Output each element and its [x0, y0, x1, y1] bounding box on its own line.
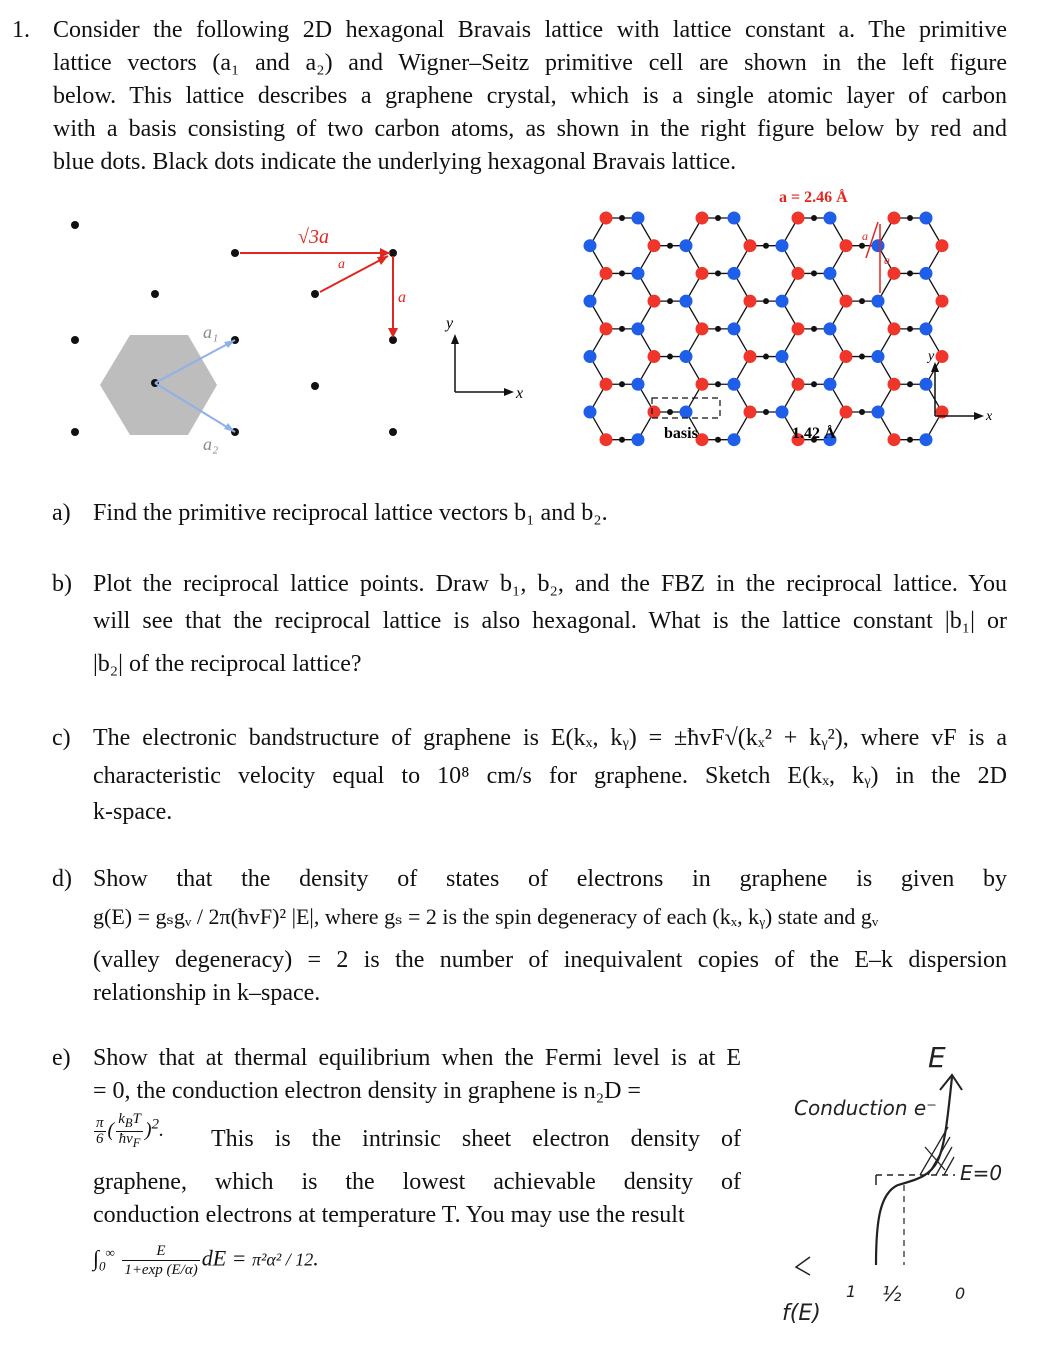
- part-e-line-1: Show that at thermal equilibrium when the Fermi level is at E: [93, 1045, 741, 1071]
- part-c-line-3: k-space.: [93, 799, 173, 825]
- sketch-E-label: E: [928, 1041, 946, 1074]
- part-a-text: Find the primitive reciprocal lattice vectors b₁ and b₂.: [93, 500, 608, 526]
- red-atom: [936, 295, 949, 308]
- blue-atom: [728, 433, 741, 446]
- red-atom: [792, 378, 805, 391]
- part-b-line-1: Plot the reciprocal lattice points. Draw b₁, b₂, and the FBZ in the reciprocal lattice. You: [93, 571, 1007, 597]
- blue-atom: [584, 295, 597, 308]
- blue-atom: [584, 239, 597, 252]
- red-atom: [696, 322, 709, 335]
- part-d-line-1: Show that the density of states of electrons in graphene is given by: [93, 866, 1007, 892]
- part-e-formula: $\frac{\pi}{6}$ ( $\frac{k_BT}{ħv_F}$ )$^2$.: [96, 1111, 165, 1150]
- problem-number: 1.: [12, 17, 30, 43]
- red-atom: [888, 378, 901, 391]
- part-a-label: a): [52, 500, 71, 526]
- part-d-line-4: relationship in k–space.: [93, 980, 321, 1006]
- part-b-line-2: will see that the reciprocal lattice is also hexagonal. What is the lattice constant |b₁| or: [93, 608, 1007, 634]
- a-diagonal-arrow: [320, 256, 388, 292]
- blue-atom: [680, 295, 693, 308]
- graphene-honeycomb: [584, 212, 949, 447]
- blue-atom: [920, 212, 933, 225]
- blue-atom: [680, 350, 693, 363]
- red-atom: [792, 322, 805, 335]
- bond-length-label: 1.42 Å: [792, 425, 836, 442]
- red-atom: [792, 267, 805, 280]
- problem-intro-line-3: below. This lattice describes a graphene crystal, which is a single atomic layer of carbon: [53, 83, 1007, 109]
- blue-atom: [632, 212, 645, 225]
- red-atom: [888, 267, 901, 280]
- blue-atom: [632, 322, 645, 335]
- blue-atom: [920, 322, 933, 335]
- red-atom: [840, 405, 853, 418]
- sketch-E0-label: E=0: [960, 1161, 1003, 1185]
- problem-intro-line-2: lattice vectors (a₁ and a₂) and Wigner–Seitz primitive cell are shown in the left figure: [53, 50, 1007, 76]
- part-c-line-1: The electronic bandstructure of graphene is E(kₓ, kᵧ) = ±ħvF√(kₓ² + kᵧ²), where vF is a: [93, 725, 1007, 751]
- red-atom: [648, 350, 661, 363]
- red-atom: [744, 405, 757, 418]
- a2-label: a₂: [203, 434, 219, 454]
- graphene-a-diag-label: a: [862, 229, 868, 243]
- sketch-tick-1: 1: [846, 1282, 857, 1301]
- red-atom: [696, 267, 709, 280]
- blue-atom: [680, 239, 693, 252]
- lattice-constant-label: a = 2.46 Å: [779, 189, 848, 206]
- red-atom: [600, 322, 613, 335]
- part-e-line-4: graphene, which is the lowest achievable density of: [93, 1169, 741, 1195]
- red-atom: [840, 239, 853, 252]
- left-x-axis-label: x: [516, 385, 524, 402]
- sketch-fE-label: f(E): [782, 1301, 821, 1326]
- a-diagonal-label: a: [338, 257, 345, 272]
- red-atom: [696, 212, 709, 225]
- blue-atom: [872, 350, 885, 363]
- part-e-line-3: This is the intrinsic sheet electron density of: [211, 1126, 741, 1152]
- red-atom: [696, 378, 709, 391]
- blue-atom: [872, 405, 885, 418]
- red-atom: [744, 350, 757, 363]
- blue-atom: [872, 239, 885, 252]
- a-vertical-label: a: [398, 289, 406, 306]
- red-atom: [648, 405, 661, 418]
- blue-atom: [824, 378, 837, 391]
- red-atom: [600, 378, 613, 391]
- blue-atom: [776, 295, 789, 308]
- basis-label: basis: [664, 425, 698, 442]
- right-y-axis-label: y: [928, 349, 935, 364]
- red-atom: [888, 212, 901, 225]
- blue-atom: [824, 322, 837, 335]
- red-atom: [792, 212, 805, 225]
- blue-atom: [824, 212, 837, 225]
- blue-atom: [920, 378, 933, 391]
- blue-atom: [920, 267, 933, 280]
- sketch-tick-half: ½: [882, 1282, 902, 1306]
- red-atom: [600, 267, 613, 280]
- blue-atom: [584, 405, 597, 418]
- left-y-axis-label: y: [446, 315, 454, 332]
- lattice-figure: [0, 170, 1040, 470]
- red-atom: [600, 212, 613, 225]
- part-b-label: b): [52, 571, 72, 597]
- part-d-label: d): [52, 866, 72, 892]
- red-atom: [840, 350, 853, 363]
- integral-rhs: π²α² / 12: [252, 1249, 314, 1270]
- hatched-region: [920, 1127, 954, 1175]
- problem-intro-line-4: with a basis consisting of two carbon atoms, as shown in the right figure below by red and: [53, 116, 1007, 142]
- problem-intro-line-5: blue dots. Black dots indicate the underlying hexagonal Bravais lattice.: [53, 149, 737, 175]
- part-d-line-2: g(E) = gₛgᵥ / 2π(ħvF)² |E|, where gₛ = 2 is the spin degeneracy of each (kₓ, kᵧ) state and gᵥ: [93, 904, 879, 929]
- blue-atom: [632, 267, 645, 280]
- red-atom: [936, 350, 949, 363]
- red-atom: [744, 295, 757, 308]
- a1-label: a₁: [203, 322, 219, 342]
- blue-atom: [776, 405, 789, 418]
- problem-intro-line-1: Consider the following 2D hexagonal Bravais lattice with lattice constant a. The primitive: [53, 17, 1007, 43]
- blue-atom: [728, 212, 741, 225]
- blue-atom: [632, 433, 645, 446]
- part-c-line-2: characteristic velocity equal to 10⁸ cm/s for graphene. Sketch E(kₓ, kᵧ) in the 2D: [93, 763, 1007, 789]
- part-c-label: c): [52, 725, 71, 751]
- red-atom: [888, 433, 901, 446]
- blue-atom: [680, 405, 693, 418]
- part-e-line-5: conduction electrons at temperature T. You may use the result: [93, 1202, 685, 1228]
- blue-atom: [872, 295, 885, 308]
- sqrt3a-label: √3a: [298, 226, 329, 248]
- part-e-integral: $\int_0^\infty$ $\frac{E}{1+\exp (E/\alpha)}$ dE = π²α² / 12.: [93, 1242, 319, 1278]
- graphene-a-vert-label: a: [884, 253, 890, 267]
- red-atom: [936, 239, 949, 252]
- blue-atom: [632, 378, 645, 391]
- blue-atom: [728, 378, 741, 391]
- sketch-conduction-label: Conduction e⁻: [794, 1096, 937, 1120]
- blue-atom: [920, 433, 933, 446]
- red-atom: [840, 295, 853, 308]
- part-b-line-3: |b₂| of the reciprocal lattice?: [93, 651, 362, 677]
- blue-atom: [776, 350, 789, 363]
- blue-atom: [776, 239, 789, 252]
- blue-atom: [584, 350, 597, 363]
- blue-atom: [728, 267, 741, 280]
- red-atom: [888, 322, 901, 335]
- part-e-label: e): [52, 1045, 71, 1071]
- right-x-axis-label: x: [986, 409, 993, 424]
- part-d-line-3: (valley degeneracy) = 2 is the number of inequivalent copies of the E–k dispersion: [93, 947, 1007, 973]
- part-e-line-2: = 0, the conduction electron density in graphene is n₂D =: [93, 1078, 641, 1104]
- blue-atom: [824, 267, 837, 280]
- red-atom: [600, 433, 613, 446]
- sketch-tick-0: 0: [955, 1284, 966, 1303]
- fermi-sketch: [780, 1035, 1030, 1335]
- red-atom: [648, 295, 661, 308]
- red-atom: [744, 239, 757, 252]
- red-atom: [648, 239, 661, 252]
- blue-atom: [728, 322, 741, 335]
